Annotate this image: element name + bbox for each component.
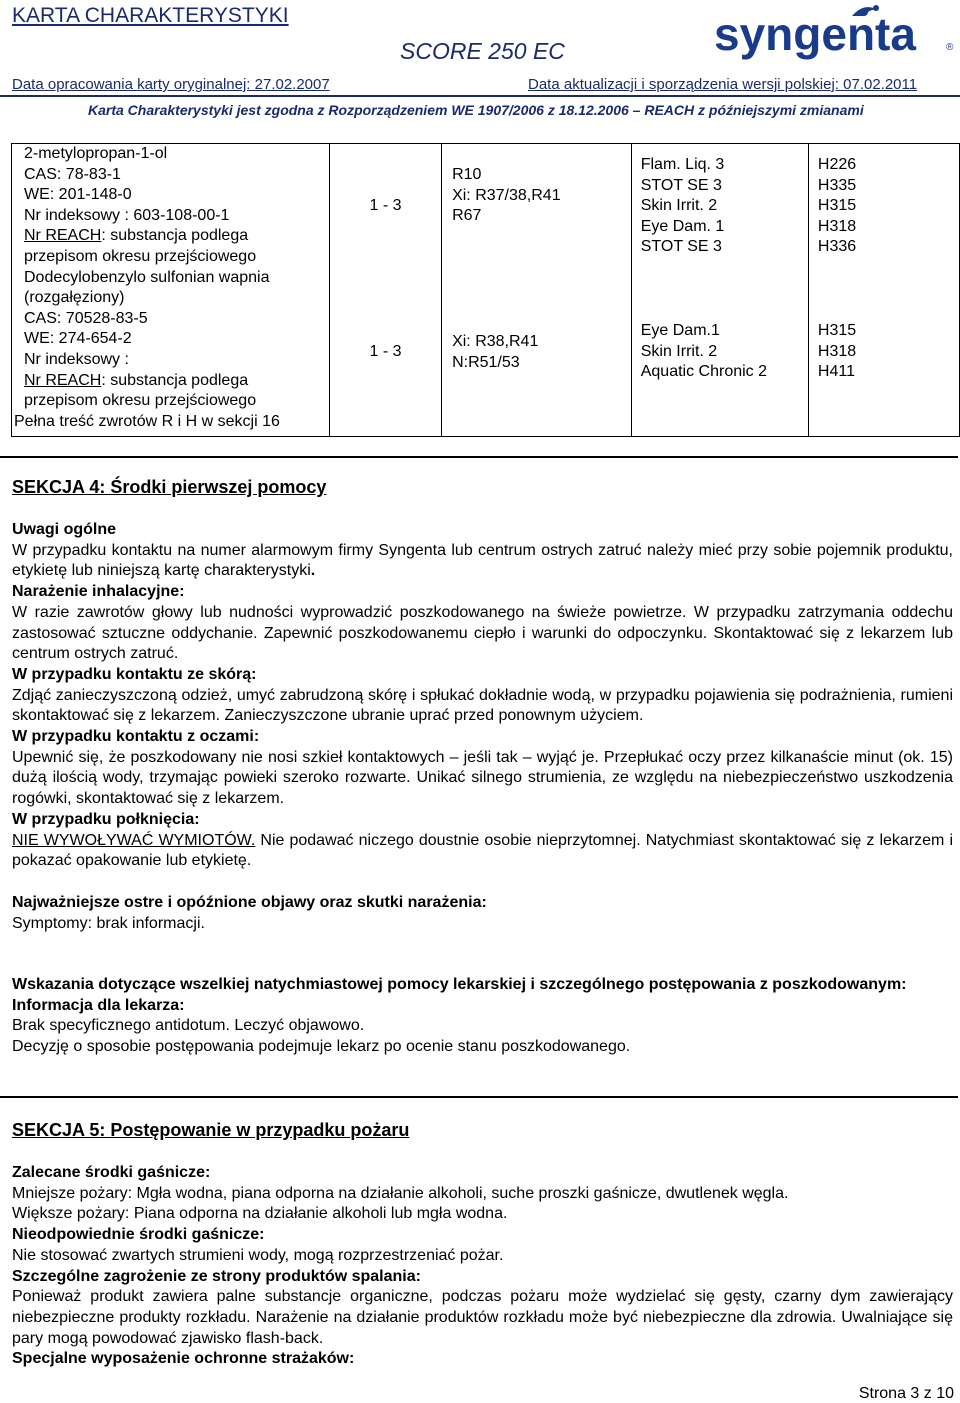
concentration-value: 1 - 3	[369, 197, 402, 214]
composition-table	[11, 143, 960, 437]
unsuitable-label: Nieodpowiednie środki gaśnicze:	[12, 1226, 265, 1244]
classification-item: Eye Dam.1	[640, 322, 720, 340]
swallow-label: W przypadku połknięcia:	[12, 810, 200, 828]
doctor-label: Informacja dla lekarza:	[12, 996, 185, 1014]
reach-line: przepisom okresu przejściowego	[24, 392, 257, 410]
substance-line: WE: 201-148-0	[24, 186, 132, 204]
r-phrase: N:R51/53	[452, 353, 520, 371]
date-update: Data aktualizacji i sporządzenia wersji polskiej: 07.02.2011	[528, 76, 918, 93]
r-phrase: Xi: R38,R41	[452, 333, 539, 351]
h-code: H315	[817, 197, 857, 215]
concentration-cell	[330, 277, 442, 437]
section5-heading: SEKCJA 5: Postępowanie w przypadku pożaru	[12, 1120, 410, 1140]
swallow-paragraph	[12, 831, 953, 872]
medical-label: Wskazania dotyczące wszelkiej natychmiastowej pomocy lekarskiej i szczególnego postępowania z poszkodowanym:	[12, 976, 907, 993]
symptoms-label: Najważniejsze ostre i opóźnione objawy oraz skutki narażenia:	[12, 894, 487, 911]
h-codes-cell	[808, 144, 959, 278]
concentration-cell	[330, 144, 442, 278]
general-label: Uwagi ogólne	[12, 521, 116, 538]
section4-heading: SEKCJA 4: Środki pierwszej pomocy	[12, 477, 327, 497]
h-code: H336	[817, 238, 857, 256]
h-code: H318	[817, 342, 857, 360]
inhalation-text: W razie zawrotów głowy lub nudności wyprowadzić poszkodowanego na świeże powietrze. W przypadku zatrzymania oddechu zastosować sztuczne oddychanie. Zapewnić poszkodowanemu ciepło i warunki do odpoczynku. Skontaktować się z lekarzem lub centrum ostrych zatruć.	[12, 603, 953, 663]
r-phrase: Xi: R37/38,R41	[452, 186, 561, 204]
concentration-value: 1 - 3	[369, 343, 402, 361]
r-phrase: R67	[452, 207, 482, 225]
section5-body	[12, 1163, 953, 1370]
substance-line: (rozgałęziony)	[24, 289, 125, 307]
header-divider	[0, 95, 960, 97]
classification-item: Aquatic Chronic 2	[640, 363, 768, 381]
classification-item: STOT SE 3	[640, 176, 722, 194]
table-footnote: Pełna treść zwrotów R i H w sekcji 16	[14, 412, 280, 430]
section4-body	[12, 520, 953, 872]
substance-line: Nr indeksowy :	[24, 350, 129, 368]
classification-item: Skin Irrit. 2	[640, 197, 718, 215]
substance-line: CAS: 78-83-1	[24, 165, 121, 183]
reach-label: Nr REACH	[24, 371, 102, 389]
general-text: W przypadku kontaktu na numer alarmowym firmy Syngenta lub centrum ostrych zatruć należy mieć przy sobie pojemnik produktu, etykietę lub niniejszą kartę charakterystyki	[12, 541, 953, 580]
reach-label: Nr REACH	[24, 227, 102, 245]
substance-line: WE: 274-654-2	[24, 330, 132, 348]
svg-text:®: ®	[946, 42, 954, 53]
eye-label: W przypadku kontaktu z oczami:	[12, 728, 260, 746]
general-dot: .	[310, 562, 316, 580]
reach-text: : substancja podlega	[101, 371, 249, 389]
general-paragraph	[12, 541, 953, 582]
section-divider	[0, 1096, 958, 1098]
h-codes-cell	[808, 277, 959, 437]
svg-text:syngenta: syngenta	[714, 8, 916, 60]
substance-line: Nr indeksowy : 603-108-00-1	[24, 206, 230, 224]
doctor-text: Brak specyficznego antidotum. Leczyć objawowo.	[12, 1017, 365, 1035]
swallow-emphasis: NIE WYWOŁYWAĆ WYMIOTÓW.	[12, 831, 256, 849]
h-code: H318	[817, 217, 857, 235]
hazard-text: Ponieważ produkt zawiera palne substancje organiczne, podczas pożaru może wydzielać się gęsty, czarny dym zawierający niebezpieczne produkty rozkładu. Narażenie na działanie produktów rozkładu może być niebezpieczne dla zdrowia. Uwalniające się pary mogą powodować zjawisko flash-back.	[12, 1288, 953, 1347]
classification-cell	[631, 144, 808, 278]
eye-text: Upewnić się, że poszkodowany nie nosi szkieł kontaktowych – jeśli tak – wyjąć je. Przepłukać oczy przez kilkanaście minut (ok. 15) dużą ilością wody, trzymając powieki szeroko rozwarte. Unikać silnego strumienia, ze względu na niebezpieczeństwo uszkodzenia rogówki, skontaktować się z lekarzem.	[12, 748, 953, 808]
media-label: Zalecane środki gaśnicze:	[12, 1164, 211, 1181]
classification-item: Flam. Liq. 3	[640, 156, 725, 173]
page-number: Strona 3 z 10	[858, 1385, 954, 1402]
classification-item: Eye Dam. 1	[640, 217, 725, 235]
reach-line	[24, 371, 329, 392]
hazard-label: Szczególne zagrożenie ze strony produktów spalania:	[12, 1267, 421, 1285]
regulation-note: Karta Charakterystyki jest zgodna z Rozporządzeniem WE 1907/2006 z 18.12.2006 – REACH z późniejszymi zmianami	[88, 102, 864, 118]
media-small-text: Mniejsze pożary: Mgła wodna, piana odporna na działanie alkoholi, suche proszki gaśnicze, dwutlenek węgla.	[12, 1184, 789, 1202]
r-phrase: R10	[452, 166, 482, 183]
h-code: H226	[817, 156, 857, 173]
substance-line: 2-metylopropan-1-ol	[24, 145, 168, 162]
reach-line	[24, 226, 329, 247]
h-code: H335	[817, 176, 857, 194]
skin-text: Zdjąć zanieczyszczoną odzież, umyć zabrudzoną skórę i spłukać dokładnie wodą, w przypadku pojawienia się podrażnienia, rumieni skontaktować się z lekarzem. Zanieczyszczone ubranie uprać przed ponownym użyciem.	[12, 686, 953, 725]
reach-text: : substancja podlega	[101, 227, 249, 245]
syngenta-logo	[712, 2, 958, 64]
table-row	[12, 144, 960, 278]
doctor-text: Decyzję o sposobie postępowania podejmuje lekarz po ocenie stanu poszkodowanego.	[12, 1038, 631, 1056]
classification-item: Skin Irrit. 2	[640, 342, 718, 360]
classification-item: STOT SE 3	[640, 238, 722, 256]
classification-cell	[631, 277, 808, 437]
document-title: KARTA CHARAKTERYSTYKI	[12, 4, 289, 27]
substance-line: CAS: 70528-83-5	[24, 309, 148, 327]
swallow-text: Nie podawać niczego doustnie osobie nieprzytomnej. Natychmiast skontaktować się z lekarzem i pokazać opakowanie lub etykietę.	[12, 831, 954, 870]
symptoms-text: Symptomy: brak informacji.	[12, 914, 205, 932]
skin-label: W przypadku kontaktu ze skórą:	[12, 665, 257, 683]
inhalation-label: Narażenie inhalacyjne:	[12, 583, 185, 601]
symptoms-block	[12, 893, 953, 934]
medical-block	[12, 975, 953, 1058]
unsuitable-text: Nie stosować zwartych strumieni wody, mogą rozprzestrzeniać pożar.	[12, 1246, 504, 1264]
r-phrases-cell	[442, 144, 632, 278]
media-large-text: Większe pożary: Piana odporna na działanie alkoholi lub mgła wodna.	[12, 1205, 508, 1223]
h-code: H411	[817, 363, 855, 381]
equipment-label: Specjalne wyposażenie ochronne strażaków:	[12, 1350, 355, 1368]
substance-cell	[12, 144, 330, 437]
product-name: SCORE 250 EC	[400, 38, 565, 64]
date-original: Data opracowania karty oryginalnej: 27.02.2007	[12, 76, 330, 93]
section-divider	[0, 456, 958, 458]
h-code: H315	[817, 322, 857, 340]
r-phrases-cell	[442, 277, 632, 437]
reach-line: przepisom okresu przejściowego	[24, 247, 257, 265]
substance-line: Dodecylobenzylo sulfonian wapnia	[24, 268, 270, 286]
